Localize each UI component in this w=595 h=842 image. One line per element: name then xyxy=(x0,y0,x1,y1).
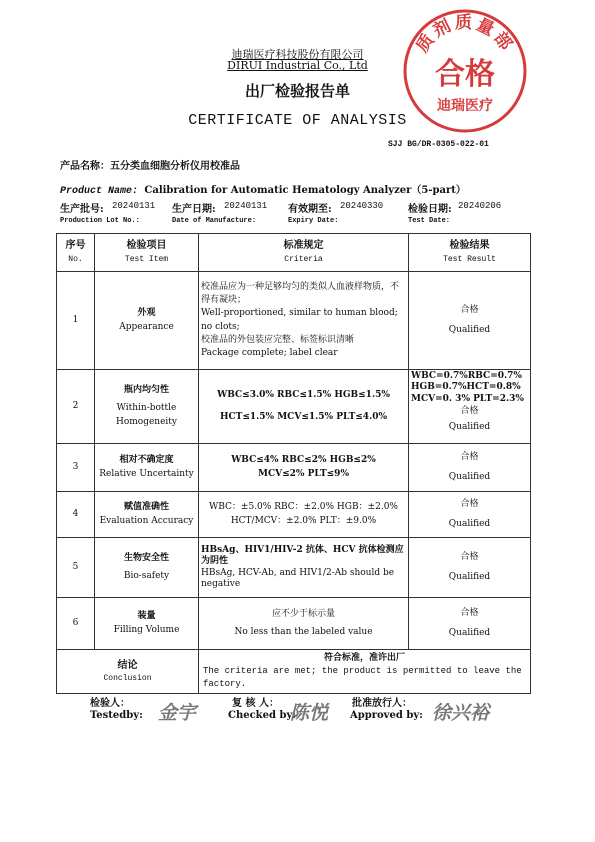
criteria-line: WBC≤4% RBC≤2% HGB≤2% xyxy=(231,455,376,466)
header-criteria-en: Criteria xyxy=(284,254,323,264)
item-en: Filling Volume xyxy=(113,624,180,635)
exp-label: 有效期至: xyxy=(288,204,332,215)
table-row xyxy=(57,598,531,650)
mfg-value: 20240131 xyxy=(224,201,268,211)
result-cn: 合格 xyxy=(460,305,479,316)
stamp-top-text: 质剂质量部 xyxy=(412,13,518,57)
stamp-center-text: 合格 xyxy=(435,57,495,92)
item-en: Appearance xyxy=(119,321,174,332)
table-header-row xyxy=(57,234,531,272)
company-name-cn: 迪瑞医疗科技股份有限公司 xyxy=(231,48,364,61)
header-item-en: Test Item xyxy=(124,254,169,264)
criteria xyxy=(199,444,409,492)
header-result xyxy=(409,234,531,272)
row-number: 5 xyxy=(57,538,95,598)
criteria-line: No less than the labeled value xyxy=(234,626,373,637)
svg-text:质剂质量部 xyxy=(412,12,519,56)
criteria xyxy=(199,538,409,598)
product-name-cn: 五分类血细胞分析仪用校准品 xyxy=(110,161,240,172)
conclusion-text-en: The criteria are met; the product is permitted to leave the factory. xyxy=(203,666,522,690)
result xyxy=(409,444,531,492)
result xyxy=(409,598,531,650)
result-cn: 合格 xyxy=(460,552,479,563)
result-en: Qualified xyxy=(448,471,491,482)
table-row xyxy=(57,444,531,492)
conclusion-label-cn: 结论 xyxy=(117,659,138,671)
product-name-en-row xyxy=(60,181,466,197)
header-item xyxy=(95,234,199,272)
criteria-line: MCV≤2% PLT≤9% xyxy=(257,468,349,479)
lot-label: 生产批号: xyxy=(60,204,104,215)
approved-by-label-cn: 批准放行人： xyxy=(352,698,412,709)
test-date-value: 20240206 xyxy=(458,201,502,211)
criteria-line: 应不少于标示量 xyxy=(271,609,335,620)
criteria xyxy=(199,598,409,650)
tested-by-signature: 金宇 xyxy=(158,702,197,724)
result-cn: 合格 xyxy=(460,608,479,619)
table-row xyxy=(57,370,531,444)
tested-by-label-cn: 检验人： xyxy=(90,698,130,709)
conclusion-text-cn: 符合标准，准许出厂 xyxy=(323,653,405,663)
result-en: Qualified xyxy=(448,571,491,582)
product-name-label-cn: 产品名称： xyxy=(60,161,110,172)
company-name-en: DIRUI Industrial Co., Ltd xyxy=(227,59,368,72)
checked-by-signature: 陈悦 xyxy=(290,702,329,724)
row-number: 1 xyxy=(57,272,95,370)
qualified-stamp xyxy=(402,8,528,134)
criteria-line: WBC≤3.0% RBC≤1.5% HGB≤1.5% xyxy=(217,390,390,401)
header-no-cn: 序号 xyxy=(65,240,86,252)
conclusion-row xyxy=(57,650,531,694)
product-name-label-en: Product Name: xyxy=(60,186,139,197)
result xyxy=(409,538,531,598)
lot-value: 20240131 xyxy=(112,201,156,211)
item-en: Bio-safety xyxy=(123,570,170,581)
inspection-table xyxy=(56,233,531,694)
product-name-en: Calibration for Automatic Hematology Analyzer（5-part） xyxy=(144,185,466,196)
lot-label-en: Production Lot No.: xyxy=(60,217,140,225)
conclusion-label xyxy=(57,650,199,694)
item-cn: 赋值准确性 xyxy=(123,502,169,513)
mfg-label: 生产日期: xyxy=(172,204,216,215)
header-no-en: No. xyxy=(68,254,83,264)
test-item xyxy=(95,370,199,444)
row-number: 3 xyxy=(57,444,95,492)
criteria-line: 校准品应为一种足够均匀的类似人血液样物质，不得有凝块； xyxy=(201,282,400,306)
item-en: Within-bottle Homogeneity xyxy=(115,403,177,427)
item-cn: 瓶内均匀性 xyxy=(123,385,169,396)
row-number: 6 xyxy=(57,598,95,650)
header-criteria xyxy=(199,234,409,272)
result-en: Qualified xyxy=(448,518,491,529)
document-title-cn: 出厂检验报告单 xyxy=(244,82,350,100)
test-item xyxy=(95,272,199,370)
exp-value: 20240330 xyxy=(340,201,384,211)
approved-by-signature: 徐兴裕 xyxy=(432,702,490,724)
result-values: WBC=0.7%RBC=0.7% HGB=0.7%HCT=0.8% MCV=0. 3% PLT=2.3% xyxy=(411,371,524,404)
criteria-line: HCT/MCV：±2.0% PLT：±9.0% xyxy=(230,515,377,526)
result-cn: 合格 xyxy=(460,452,479,463)
test-item xyxy=(95,492,199,538)
criteria-line: Well-proportioned, similar to human blood; no clots; xyxy=(201,308,398,332)
checked-by-label-en: Checked by: xyxy=(228,710,296,721)
criteria-line: HBsAg、HIV1/HIV-2 抗体、HCV 抗体检测应为阴性 xyxy=(201,545,404,567)
header-no xyxy=(57,234,95,272)
result xyxy=(409,370,531,444)
exp-label-en: Expiry Date: xyxy=(288,217,339,225)
checked-by-label-cn: 复 核 人： xyxy=(232,698,279,709)
test-date-label: 检验日期: xyxy=(408,204,452,215)
test-date-label-en: Test Date: xyxy=(408,217,451,225)
conclusion-text xyxy=(199,650,531,694)
conclusion-label-en: Conclusion xyxy=(103,674,152,684)
header-criteria-cn: 标准规定 xyxy=(283,240,324,252)
item-cn: 装量 xyxy=(137,611,156,622)
table-row xyxy=(57,492,531,538)
header-item-cn: 检验项目 xyxy=(126,240,167,252)
criteria-line: WBC：±5.0% RBC：±2.0% HGB：±2.0% xyxy=(209,502,398,513)
result xyxy=(409,272,531,370)
criteria-line: HCT≤1.5% MCV≤1.5% PLT≤4.0% xyxy=(219,411,388,422)
test-item xyxy=(95,598,199,650)
table-row xyxy=(57,272,531,370)
criteria xyxy=(199,272,409,370)
criteria-line: Package complete; label clear xyxy=(201,347,338,358)
header-result-cn: 检验结果 xyxy=(449,240,490,252)
criteria xyxy=(199,492,409,538)
item-cn: 外观 xyxy=(137,308,156,319)
document-title-en: CERTIFICATE OF ANALYSIS xyxy=(188,112,407,129)
table-row xyxy=(57,538,531,598)
stamp-bottom-text: 迪瑞医疗 xyxy=(437,98,493,114)
criteria-line: 校准品的外包装应完整、标签标识清晰 xyxy=(201,334,355,345)
test-item xyxy=(95,444,199,492)
header-result-en: Test Result xyxy=(443,254,496,264)
result-en: Qualified xyxy=(448,324,491,335)
tested-by-label-en: Testedby: xyxy=(90,710,143,721)
result-cn: 合格 xyxy=(460,499,479,510)
document-number: SJJ BG/DR-0305-022-01 xyxy=(388,140,489,149)
item-cn: 生物安全性 xyxy=(123,553,169,564)
criteria-line: HBsAg, HCV-Ab, and HIV1/2-Ab should be negative xyxy=(201,567,395,589)
result-cn: 合格 xyxy=(460,405,479,416)
test-item xyxy=(95,538,199,598)
signature-block xyxy=(0,694,595,734)
row-number: 4 xyxy=(57,492,95,538)
approved-by-label-en: Approved by: xyxy=(350,710,423,721)
product-name-cn-row xyxy=(60,157,240,172)
result-en: Qualified xyxy=(448,627,491,638)
item-en: Evaluation Accuracy xyxy=(99,515,194,526)
result-en: Qualified xyxy=(448,421,491,432)
item-cn: 相对不确定度 xyxy=(119,455,174,466)
row-number: 2 xyxy=(57,370,95,444)
item-en: Relative Uncertainty xyxy=(99,468,194,479)
mfg-label-en: Date of Manufacture: xyxy=(172,217,257,225)
result xyxy=(409,492,531,538)
criteria xyxy=(199,370,409,444)
